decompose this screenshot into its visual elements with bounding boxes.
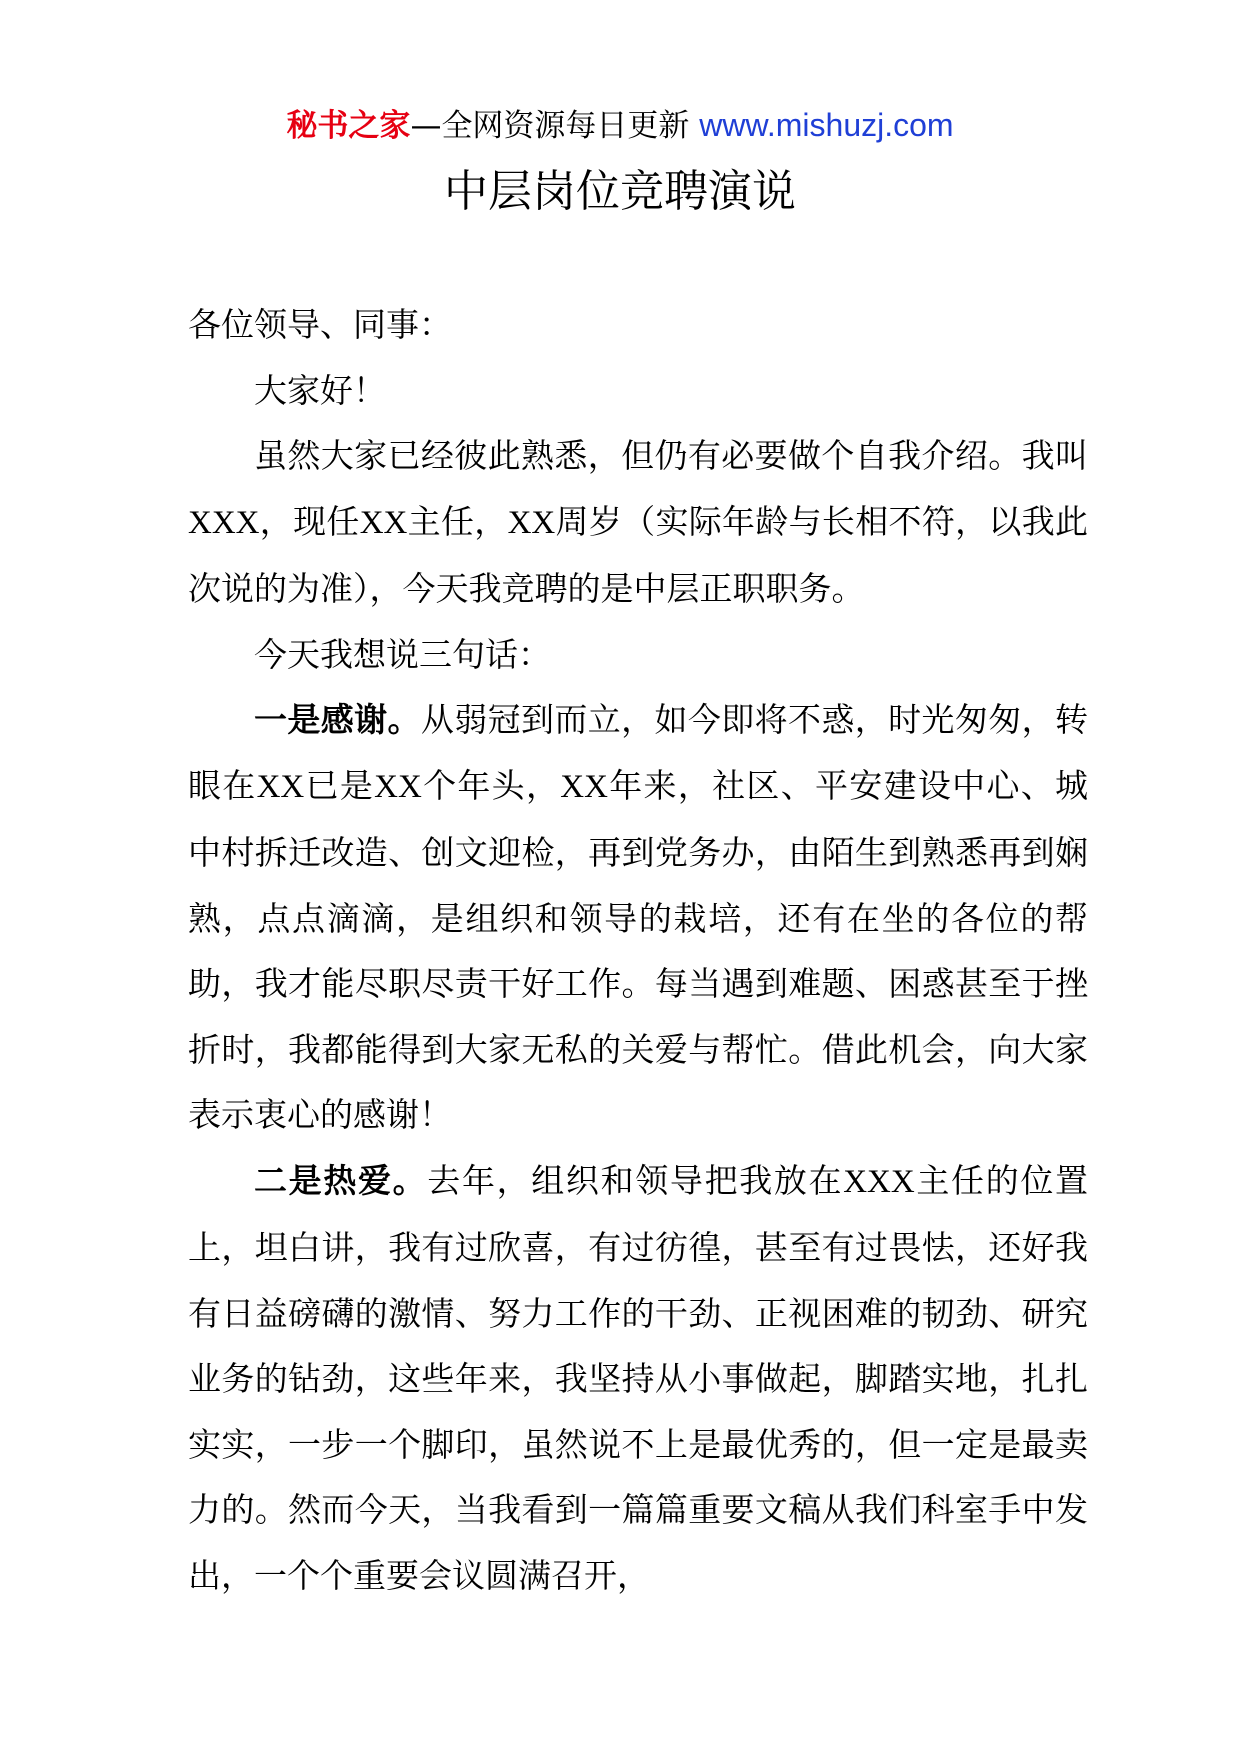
point1-x2: XX (374, 768, 422, 805)
three-points-intro: 今天我想说三句话： (254, 634, 551, 674)
intro-post: XX (359, 504, 408, 541)
intro-name: XXX (188, 504, 260, 541)
point2-text-1: 去年，组织和领导把我放在 (427, 1160, 844, 1200)
point2-lead: 二是热爱。 (254, 1160, 428, 1200)
salutation: 各位领导、同事： (188, 305, 452, 344)
point1-lead: 一是感谢。 (254, 700, 421, 739)
point1-x1: XX (256, 768, 305, 805)
point1-text-4: 年来，社区、平安建设中心、城中村拆迁改造、创文迎检，再到党务办，由陌生到熟悉再到娴熟，点点滴滴，是组织和领导的栽培，还有在坐的各位的帮助，我才能尽职尽责干好工作。每当遇到难题、困惑甚至于挫折时，我都能得到大家无私的关爱与帮忙。借此机会，向大家表示衷心的感谢！ (188, 765, 1089, 1134)
point2-x1: XXX (843, 1163, 915, 1200)
site-url-link[interactable]: www.mishuzj.com (699, 107, 954, 143)
point2-paragraph (188, 1148, 1088, 1609)
intro-text-1: 虽然大家已经彼此熟悉，但仍有必要做个自我介绍。我叫 (254, 436, 1088, 475)
document-title: 中层岗位竞聘演说 (444, 166, 796, 217)
page-header (0, 100, 1240, 151)
header-slogan: —全网资源每日更新 (410, 108, 700, 144)
intro-text-3: 主任， (407, 501, 508, 541)
point1-paragraph (188, 687, 1088, 1148)
point1-text-1: 从弱冠到而立，如今即将不惑，时光匆匆，转眼在 (188, 700, 1088, 805)
point1-text-3: 个年头， (421, 765, 561, 805)
document-body (188, 292, 1088, 1608)
intro-text-4: 周岁（实际年龄与长相不符，以我此次说的为准），今天我竞聘的是中层正职职务。 (188, 501, 1089, 608)
intro-paragraph (188, 423, 1088, 622)
intro-text-2: ，现任 (259, 501, 360, 541)
point2-text-2: 主任的位置上，坦白讲，我有过欣喜，有过彷徨，甚至有过畏怯，还好我有日益磅礴的激情、努力工作的干劲、正视困难的韧劲、研究业务的钻劲，这些年来，我坚持从小事做起，脚踏实地，扎扎实实，一步一个脚印，虽然说不上是最优秀的，但一定是最卖力的。然而今天，当我看到一篇篇重要文稿从我们科室手中发出，一个个重要会议圆满召开， (188, 1160, 1089, 1595)
point1-text-2: 已是 (304, 765, 375, 805)
point1-x3: XX (560, 768, 608, 805)
brand-name: 秘书之家 (286, 108, 411, 144)
intro-age: XX (507, 504, 556, 541)
greeting: 大家好！ (254, 370, 386, 410)
